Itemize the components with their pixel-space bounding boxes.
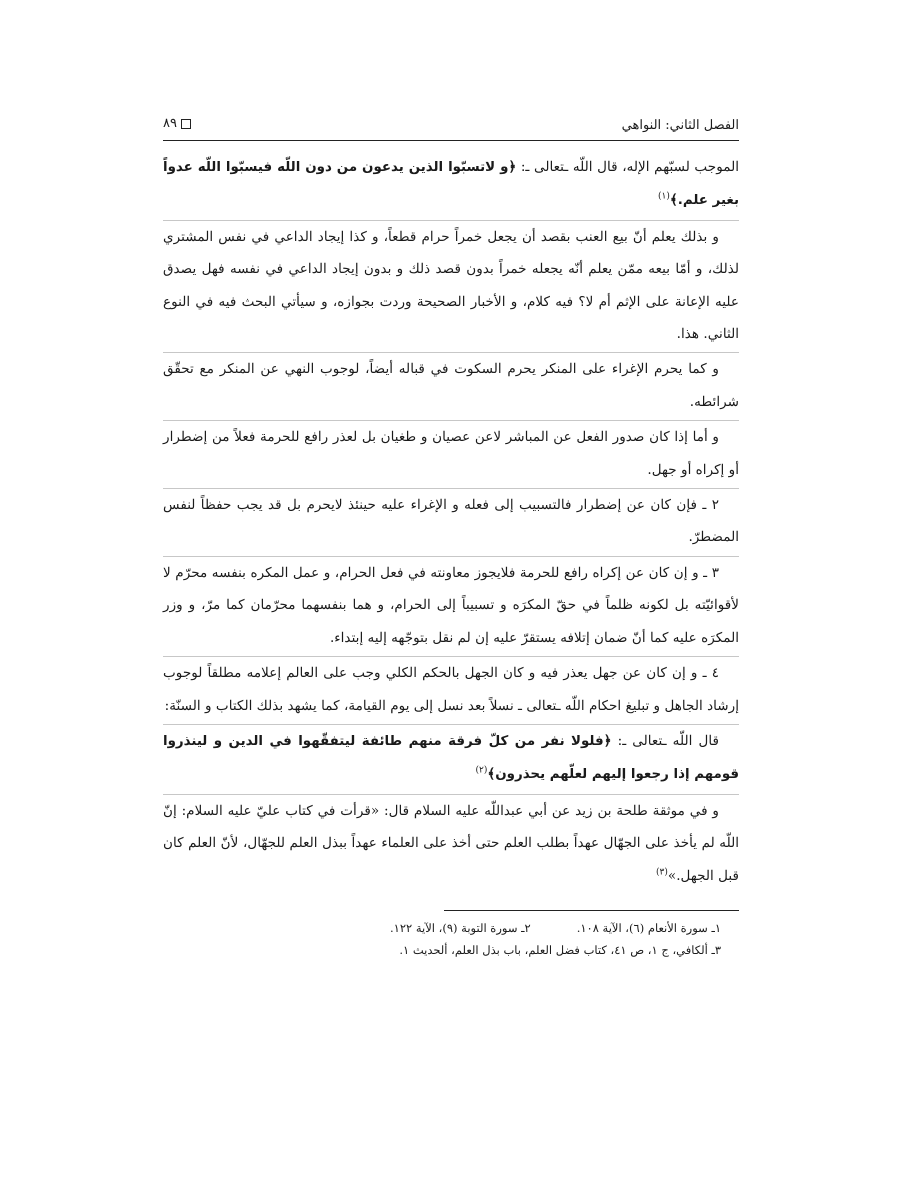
paragraph-text: قال اللّه ـتعالى ـ:	[611, 732, 720, 749]
footnote-marker: (٢)	[475, 765, 488, 776]
paragraph	[163, 724, 739, 792]
page-number: ٨٩	[163, 116, 177, 131]
quran-verse: ﴿و لاتسبّوا الذين يدعون من دون اللّه فيسبّوا اللّه عدواً بغير علم.﴾	[163, 160, 739, 209]
quran-verse: ﴿فلولا نفر من كلّ فرقة منهم طائفة ليتفقّهوا في الدين و لينذروا قومهم إذا رجعوا إليهم لعلّهم يحذرون﴾	[163, 733, 739, 783]
footnote-marker: (٣)	[656, 867, 668, 877]
paragraph: ٢ ـ فإن كان عن إضطرار فالتسبيب إلى فعله و الإغراء عليه حينئذ لايحرم بل قد يجب حفظاً لنفس المضطرّ.	[163, 488, 739, 554]
footnotes	[163, 910, 739, 961]
paragraph-text: الموجب لسبّهم الإله، قال اللّه ـتعالى ـ:	[516, 159, 739, 175]
square-bullet-icon	[181, 119, 191, 129]
paragraph: و كما يحرم الإغراء على المنكر يحرم السكوت في قباله أيضاً، لوجوب النهي عن المنكر مع تحقّق شرائطه.	[163, 352, 739, 418]
paragraph-text: و في موثقة طلحة بن زيد عن أبي عبداللّه عليه السلام قال: «قرأت في كتاب عليّ عليه السلام: إنّ اللّه لم يأخذ على الجهّال عهداً بطلب العلم حتى أخذ على العلماء عهداً ببذل العلم للجهّال، لأنّ العلم كان قبل الجهل.»	[163, 802, 739, 884]
footnote-3: ٣ـ ألكافي، ج ١، ص ٤١، كتاب فضل العلم، باب بذل العلم، ألحديث ١.	[399, 942, 721, 957]
paragraph	[163, 794, 739, 892]
running-header	[163, 110, 739, 141]
footnote-row	[163, 917, 739, 939]
footnote-divider	[444, 910, 739, 911]
footnote-1: ١ـ سورة الأنعام (٦)، الآية ١٠٨.	[576, 920, 721, 935]
paragraph: و بذلك يعلم أنّ بيع العنب بقصد أن يجعل خمراً حرام قطعاً، و كذا إيجاد الداعي في نفس المشتري لذلك، و أمّا بيعه ممّن يعلم أنّه يجعله خمراً بدون قصد ذلك و بدون إيجاد الداعي في نفسه فهل يصدق عليه الإعانة على الإثم أم لا؟ فيه كلام، و الأخبار الصحيحة وردت بجوازه، و سيأتي البحث فيه في النوع الثاني. هذا.	[163, 220, 739, 351]
chapter-title: الفصل الثاني: النواهي	[621, 118, 739, 133]
book-page	[163, 110, 739, 961]
page-number-block	[163, 116, 191, 131]
footnote-2: ٢ـ سورة التوبة (٩)، الآية ١٢٢.	[390, 920, 531, 935]
paragraph: و أما إذا كان صدور الفعل عن المباشر لاعن عصيان و طغيان بل لعذر رافع للحرمة فعلاً من إضطرار أو إكراه أو جهل.	[163, 420, 739, 486]
main-text	[163, 141, 739, 892]
paragraph: ٣ ـ و إن كان عن إكراه رافع للحرمة فلايجوز معاونته في فعل الحرام، و عمل المكره بنفسه محرّم لا لأقوائيّته بل لكونه ظلماً في حقّ المكرَه و تسبيباً إلى الحرام، و هما بنفسهما محرّمان كما مرّ، و وزر المكرَه عليه كما أنّ ضمان إتلافه يستقرّ عليه إن لم نقل بتوجّهه إليه إبتداء.	[163, 556, 739, 654]
paragraph	[163, 151, 739, 218]
footnote-marker: (١)	[658, 191, 670, 202]
paragraph: ٤ ـ و إن كان عن جهل يعذر فيه و كان الجهل بالحكم الكلي وجب على العالم إعلامه مطلقاً لوجوب إرشاد الجاهل و تبليغ احكام اللّه ـتعالى ـ نسلاً بعد نسل إلى يوم القيامة، كما يشهد بذلك الكتاب و السنّة:	[163, 656, 739, 722]
